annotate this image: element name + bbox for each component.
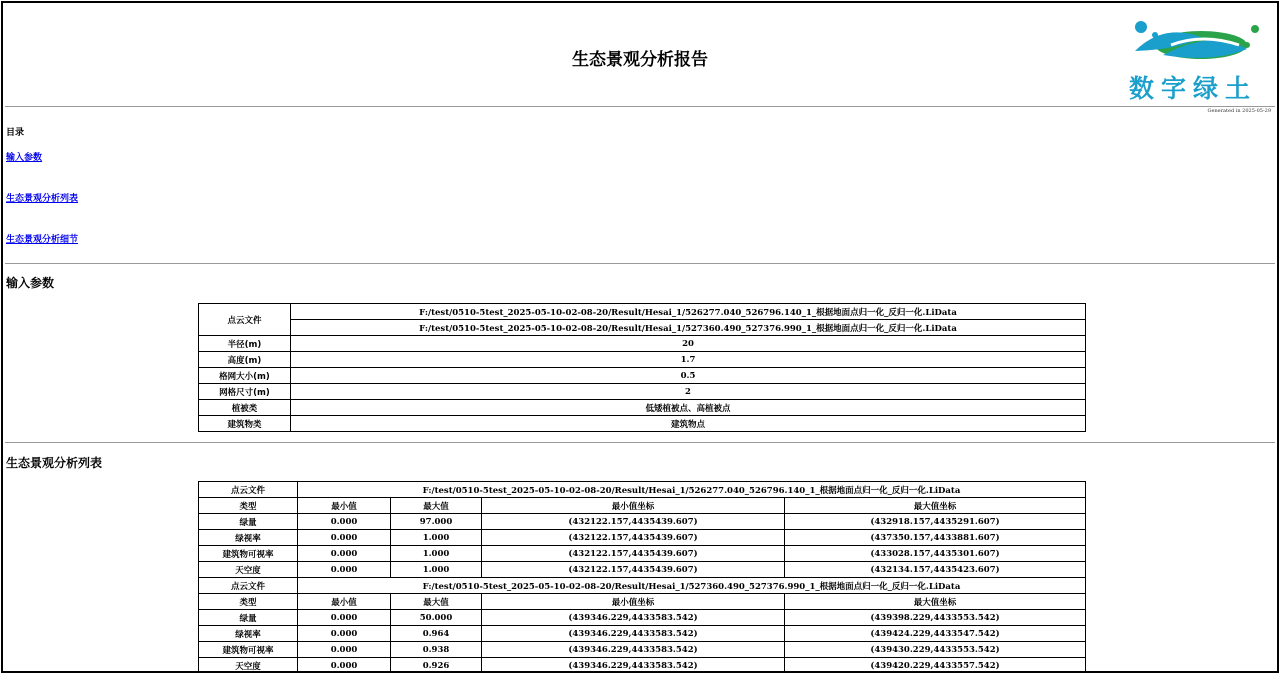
column-header: 最大值 (391, 594, 482, 610)
metric-type: 绿量 (199, 610, 298, 626)
report-page (1, 1, 1279, 673)
table-cell: (437350.157,4433881.607) (785, 530, 1086, 546)
table-cell: (439346.229,4433583.542) (482, 626, 785, 642)
param-value: 2 (291, 384, 1086, 400)
generated-date: Generated in 2025-05-29 (1207, 108, 1271, 114)
section-heading-analysis-list: 生态景观分析列表 (6, 456, 103, 470)
column-header: 最小值坐标 (482, 498, 785, 514)
table-of-contents (3, 125, 1277, 245)
metric-type: 建筑物可视率 (199, 642, 298, 658)
table-row (199, 336, 1086, 352)
table-row (199, 368, 1086, 384)
report-header (3, 3, 1277, 106)
table-cell: 0.000 (298, 562, 391, 578)
table-cell: 0.964 (391, 626, 482, 642)
table-row (199, 304, 1086, 320)
param-value: 低矮植被点、高植被点 (291, 400, 1086, 416)
table-cell: 0.000 (298, 530, 391, 546)
column-header: 最小值 (298, 594, 391, 610)
section-heading-input-params: 输入参数 (6, 276, 55, 290)
table-cell: 0.938 (391, 642, 482, 658)
table-cell: 0.000 (298, 642, 391, 658)
input-params-table (198, 303, 1086, 432)
table-cell: (432918.157,4435291.607) (785, 514, 1086, 530)
param-label: 半径(m) (199, 336, 291, 352)
table-cell: (439346.229,4433583.542) (482, 610, 785, 626)
column-header: 类型 (199, 498, 298, 514)
table-cell: (439398.229,4433553.542) (785, 610, 1086, 626)
table-cell: (432122.157,4435439.607) (482, 530, 785, 546)
table-row (199, 546, 1086, 562)
param-label: 高度(m) (199, 352, 291, 368)
toc-link-input-params[interactable]: 输入参数 (6, 153, 43, 163)
header-row (199, 594, 1086, 610)
param-value: 建筑物点 (291, 416, 1086, 432)
table-row (199, 352, 1086, 368)
param-label: 网格尺寸(m) (199, 384, 291, 400)
divider (5, 442, 1275, 443)
param-value: F:/test/0510-5test_2025-05-10-02-08-20/Result/Hesai_1/526277.040_526796.140_1_根据地面点归一化_反归一化.LiData (291, 304, 1086, 320)
report-title: 生态景观分析报告 (572, 50, 708, 70)
table-cell: 0.000 (298, 610, 391, 626)
table-cell: (439430.229,4433553.542) (785, 642, 1086, 658)
table-cell: 97.000 (391, 514, 482, 530)
table-cell: 50.000 (391, 610, 482, 626)
table-row (199, 626, 1086, 642)
table-cell: 1.000 (391, 562, 482, 578)
toc-link-analysis-details[interactable]: 生态景观分析细节 (6, 235, 79, 245)
header-row (199, 498, 1086, 514)
table-row (199, 530, 1086, 546)
company-logo (1123, 15, 1263, 101)
table-cell: 0.000 (298, 626, 391, 642)
file-row (199, 482, 1086, 498)
table-row (199, 384, 1086, 400)
table-cell: 1.000 (391, 546, 482, 562)
divider (5, 263, 1275, 264)
metric-type: 建筑物可视率 (199, 546, 298, 562)
param-value: F:/test/0510-5test_2025-05-10-02-08-20/Result/Hesai_1/527360.490_527376.990_1_根据地面点归一化_反归一化.LiData (291, 320, 1086, 336)
column-header: 最大值 (391, 498, 482, 514)
param-label: 建筑物类 (199, 416, 291, 432)
table-row (199, 610, 1086, 626)
param-label: 点云文件 (199, 304, 291, 336)
table-row (199, 320, 1086, 336)
file-path: F:/test/0510-5test_2025-05-10-02-08-20/Result/Hesai_1/527360.490_527376.990_1_根据地面点归一化_反归一化.LiData (298, 578, 1086, 594)
file-label: 点云文件 (199, 482, 298, 498)
param-value: 20 (291, 336, 1086, 352)
param-value: 1.7 (291, 352, 1086, 368)
column-header: 最小值坐标 (482, 594, 785, 610)
table-cell: (433028.157,4435301.607) (785, 546, 1086, 562)
metric-type: 绿视率 (199, 626, 298, 642)
table-cell: (432122.157,4435439.607) (482, 546, 785, 562)
metric-type: 天空度 (199, 658, 298, 674)
column-header: 最小值 (298, 498, 391, 514)
table-cell: (439424.229,4433547.542) (785, 626, 1086, 642)
table-cell: (432122.157,4435439.607) (482, 562, 785, 578)
table-cell: 0.926 (391, 658, 482, 674)
param-label: 格网大小(m) (199, 368, 291, 384)
table-cell: (432134.157,4435423.607) (785, 562, 1086, 578)
table-cell: 0.000 (298, 514, 391, 530)
table-cell: 1.000 (391, 530, 482, 546)
table-row (199, 514, 1086, 530)
column-header: 最大值坐标 (785, 498, 1086, 514)
table-row (199, 400, 1086, 416)
param-label: 植被类 (199, 400, 291, 416)
column-header: 最大值坐标 (785, 594, 1086, 610)
logo-hills-icon (1123, 15, 1263, 69)
table-row (199, 562, 1086, 578)
toc-heading: 目录 (6, 128, 25, 138)
table-row (199, 642, 1086, 658)
file-path: F:/test/0510-5test_2025-05-10-02-08-20/Result/Hesai_1/526277.040_526796.140_1_根据地面点归一化_反归一化.LiData (298, 482, 1086, 498)
file-row (199, 578, 1086, 594)
toc-link-analysis-list[interactable]: 生态景观分析列表 (6, 194, 79, 204)
table-cell: (439346.229,4433583.542) (482, 642, 785, 658)
analysis-list-table (198, 481, 1086, 673)
metric-type: 绿视率 (199, 530, 298, 546)
metric-type: 绿量 (199, 514, 298, 530)
file-label: 点云文件 (199, 578, 298, 594)
table-cell: 0.000 (298, 546, 391, 562)
table-row (199, 658, 1086, 674)
table-row (199, 416, 1086, 432)
metric-type: 天空度 (199, 562, 298, 578)
table-cell: (439346.229,4433583.542) (482, 658, 785, 674)
logo-text: 数字绿土 (1129, 74, 1258, 103)
table-cell: (432122.157,4435439.607) (482, 514, 785, 530)
table-cell: (439420.229,4433557.542) (785, 658, 1086, 674)
param-value: 0.5 (291, 368, 1086, 384)
column-header: 类型 (199, 594, 298, 610)
table-cell: 0.000 (298, 658, 391, 674)
